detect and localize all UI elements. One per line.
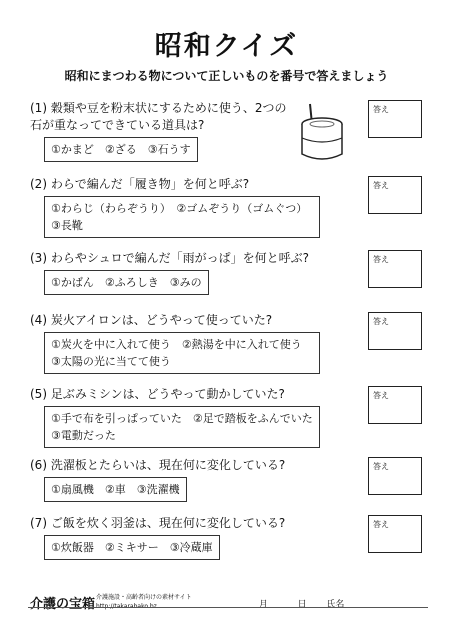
site-info (96, 593, 192, 611)
stone-mill-illustration (296, 102, 348, 166)
answer-box-1[interactable] (368, 100, 422, 138)
question-text: わらで編んだ「履き物」を何と呼ぶ? (50, 177, 250, 191)
instruction: 昭和にまつわる物について正しいものを番号で答えましょう (64, 69, 389, 83)
question-text: 穀類や豆を粉末状にするために使う、2つの石が重なってできている道具は? (30, 101, 287, 132)
question-number: (5) (30, 387, 47, 401)
question-text: 足ぶみミシンは、どうやって動かしていた? (50, 387, 285, 401)
question-number: (3) (30, 251, 47, 265)
question-number: (2) (30, 177, 47, 191)
options-box: ①炊飯器 ②ミキサー ③冷蔵庫 (44, 535, 220, 560)
site-url[interactable]: http://takarabako.bz (96, 603, 157, 610)
answer-box-7[interactable] (368, 515, 422, 553)
date-name-fields (226, 597, 386, 610)
site-logo: 介護の宝箱 (30, 597, 96, 612)
question-text: 炭火アイロンは、どうやって使っていた? (50, 313, 273, 327)
question-number: (1) (30, 101, 47, 115)
question-number: (4) (30, 313, 47, 327)
question-6 (30, 457, 350, 502)
options-box: ①炭火を中に入れて使う ②熱湯を中に入れて使う ③太陽の光に当てて使う (44, 332, 320, 374)
answer-label: 答え (373, 520, 389, 529)
question-5 (30, 386, 350, 448)
question-2 (30, 176, 350, 238)
answer-label: 答え (373, 181, 389, 190)
question-3 (30, 250, 350, 295)
answer-box-4[interactable] (368, 312, 422, 350)
options-box: ①手で布を引っぱっていた ②足で踏板をふんでいた ③電動だった (44, 406, 320, 448)
answer-label: 答え (373, 105, 389, 114)
answer-box-3[interactable] (368, 250, 422, 288)
question-7 (30, 515, 350, 560)
question-number: (7) (30, 516, 47, 530)
answer-label: 答え (373, 317, 389, 326)
question-text: ご飯を炊く羽釜は、現在何に変化している? (50, 516, 286, 530)
options-box: ①かまど ②ざる ③石うす (44, 137, 198, 162)
answer-label: 答え (373, 391, 389, 400)
answer-box-6[interactable] (368, 457, 422, 495)
answer-box-5[interactable] (368, 386, 422, 424)
site-description: 介護施設・高齢者向けの素材サイト (96, 594, 192, 601)
question-number: (6) (30, 458, 47, 472)
options-box: ①わらじ（わらぞうり） ②ゴムぞうり（ゴムぐつ） ③長靴 (44, 196, 320, 238)
options-box: ①扇風機 ②車 ③洗濯機 (44, 477, 187, 502)
question-text: 洗濯板とたらいは、現在何に変化している? (50, 458, 286, 472)
answer-label: 答え (373, 462, 389, 471)
answer-label: 答え (373, 255, 389, 264)
day-label: 日 (297, 600, 307, 610)
page-title: 昭和クイズ (154, 31, 299, 62)
answer-box-2[interactable] (368, 176, 422, 214)
question-text: わらやシュロで編んだ「雨がっぱ」を何と呼ぶ? (50, 251, 309, 265)
month-label: 月 (258, 600, 268, 610)
question-4 (30, 312, 350, 374)
options-box: ①かばん ②ふろしき ③みの (44, 270, 209, 295)
name-label: 氏名 (326, 600, 345, 610)
footer-divider (28, 607, 428, 608)
